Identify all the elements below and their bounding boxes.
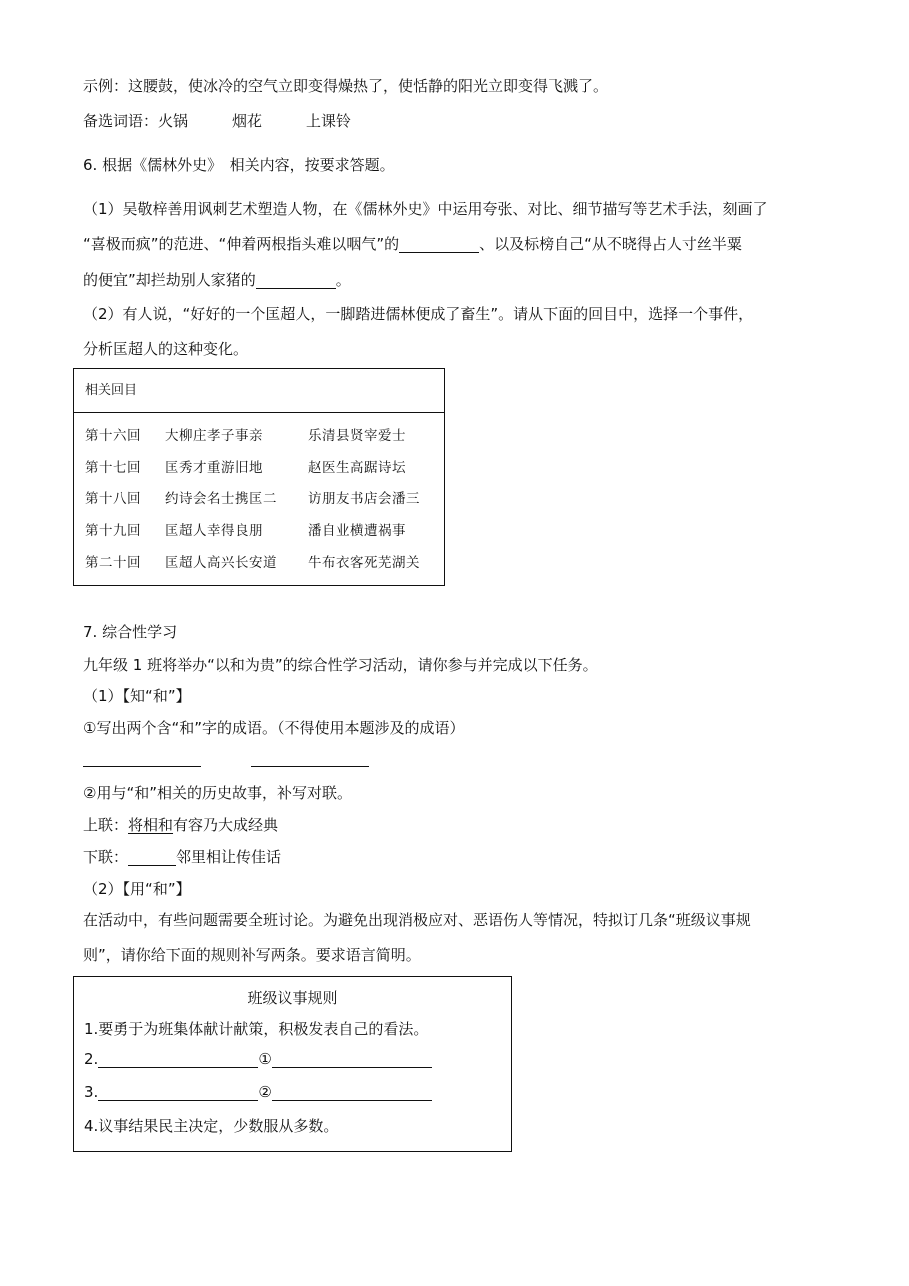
word-options-label: 备选词语： (83, 112, 159, 130)
rule-4: 4.议事结果民主决定，少数服从多数。 (84, 1117, 339, 1135)
word-option: 上课铃 (306, 112, 352, 130)
q6-p2-line2: 分析匡超人的这种变化。 (83, 340, 249, 358)
couplet-blank[interactable] (128, 849, 176, 866)
q6-p1-text-b: 、以及标榜自己“从不晓得占人寸丝半粟 (479, 235, 742, 253)
word-options (83, 111, 351, 131)
rules-table (73, 976, 512, 1152)
chapter-number: 第十六回 (85, 428, 141, 444)
answer-blank[interactable] (256, 272, 336, 289)
chapter-title-a: 匡秀才重游旧地 (165, 460, 263, 476)
couplet-upper-rest: 有容乃大成经典 (173, 816, 279, 834)
q7-task2: ②用与“和”相关的历史故事，补写对联。 (83, 784, 352, 802)
rules-table-title: 班级议事规则 (247, 989, 338, 1007)
q6-p1-line2 (83, 234, 742, 254)
chapters-table (73, 368, 445, 586)
q7-task1: ①写出两个含“和”字的成语。（不得使用本题涉及的成语） (83, 719, 465, 737)
rule-2-answer-blank[interactable] (272, 1051, 432, 1068)
q6-p1-text-a: “喜极而疯”的范进、“伸着两根指头难以咽气”的 (83, 235, 400, 253)
chapter-number: 第十七回 (85, 460, 141, 476)
table-divider (74, 412, 444, 413)
example-text: 示例：这腰鼓，使冰冷的空气立即变得燥热了，使恬静的阳光立即变得飞溅了。 (83, 77, 609, 95)
rule-1: 1.要勇于为班集体献计献策，积极发表自己的看法。 (84, 1020, 429, 1038)
chapter-number: 第二十回 (85, 555, 141, 571)
chapter-title-a: 大柳庄孝子事亲 (165, 428, 263, 444)
chapter-title-a: 匡超人高兴长安道 (165, 555, 277, 571)
rule-2 (84, 1050, 432, 1068)
chapter-title-a: 匡超人幸得良朋 (165, 523, 263, 539)
q7-part1-title: （1）【知“和”】 (83, 687, 191, 705)
word-option: 烟花 (232, 112, 263, 130)
q7-intro: 九年级 1 班将举办“以和为贵”的综合性学习活动，请你参与并完成以下任务。 (83, 656, 598, 674)
q6-p1-line1: （1）吴敬梓善用讽刺艺术塑造人物，在《儒林外史》中运用夸张、对比、细节描写等艺术手法，刻画了 (83, 200, 768, 218)
couplet-lower (83, 847, 281, 867)
couplet-lower-label: 下联： (83, 848, 129, 866)
q6-p1-text-d: 。 (335, 271, 351, 289)
couplet-lower-rest: 邻里相让传佳话 (176, 848, 282, 866)
rule-3-blank[interactable] (98, 1084, 258, 1101)
chapter-title-b: 乐清县贤宰爱士 (308, 428, 406, 444)
chapter-title-b: 牛布衣客死芜湖关 (308, 555, 420, 571)
chapter-number: 第十九回 (85, 523, 141, 539)
answer-blank[interactable] (399, 236, 479, 253)
chapter-title-a: 约诗会名士携匡二 (165, 491, 277, 507)
idiom-blank-1[interactable] (83, 750, 201, 767)
chapters-table-header: 相关回目 (85, 383, 138, 398)
q6-p1-line3 (83, 270, 351, 290)
rule-3-answer-blank[interactable] (272, 1084, 432, 1101)
idiom-blank-2[interactable] (251, 750, 369, 767)
couplet-upper-underlined: 将相和 (128, 816, 174, 834)
q7-part2-line1: 在活动中，有些问题需要全班讨论。为避免出现消极应对、恶语伤人等情况，特拟订几条“班级议事规 (83, 911, 751, 929)
idiom-blanks (83, 748, 369, 768)
q6-title: 6. 根据《儒林外史》 相关内容，按要求答题。 (83, 156, 395, 174)
rule-3-number: 3. (84, 1083, 99, 1101)
rule-2-blank[interactable] (98, 1051, 258, 1068)
chapter-title-b: 潘自业横遭祸事 (308, 523, 406, 539)
rule-3 (84, 1083, 432, 1101)
q7-title: 7. 综合性学习 (83, 623, 178, 641)
word-option: 火锅 (158, 112, 189, 130)
q6-p2-line1: （2）有人说，“好好的一个匡超人，一脚踏进儒林便成了畜生”。请从下面的回目中，选择一个事件， (83, 305, 754, 323)
couplet-upper (83, 815, 278, 835)
chapter-title-b: 赵医生高踞诗坛 (308, 460, 406, 476)
chapter-title-b: 访朋友书店会潘三 (308, 491, 420, 507)
couplet-upper-label: 上联： (83, 816, 129, 834)
q7-part2-title: （2）【用“和”】 (83, 880, 191, 898)
chapter-number: 第十八回 (85, 491, 141, 507)
rule-2-marker: ① (258, 1050, 272, 1068)
rule-3-marker: ② (258, 1083, 272, 1101)
q6-p1-text-c: 的便宜”却拦劫别人家猪的 (83, 271, 256, 289)
rule-2-number: 2. (84, 1050, 99, 1068)
q7-part2-line2: 则”，请你给下面的规则补写两条。要求语言简明。 (83, 946, 421, 964)
